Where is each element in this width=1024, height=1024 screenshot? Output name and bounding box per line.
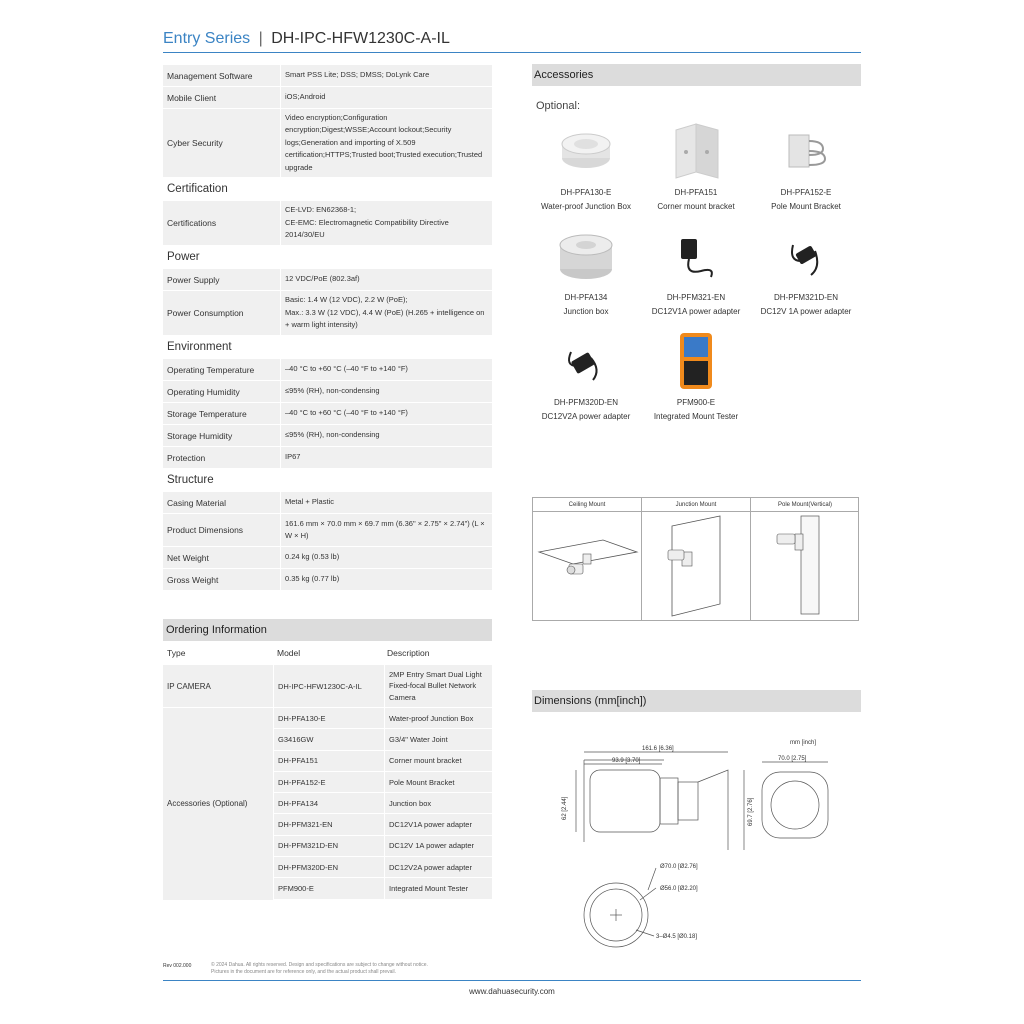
mount-diagrams (532, 497, 859, 621)
dim-holes: 3–Ø4.5 [Ø0.18] (656, 934, 698, 940)
spec-key: Casing Material (163, 492, 280, 513)
dim-width: 70.0 [2.75] (778, 756, 807, 762)
cell-type: IP CAMERA (163, 665, 273, 708)
accessory-model: DH-PFA134 (564, 293, 608, 302)
col-description: Description (387, 648, 430, 658)
cell-description: DC12V1A power adapter (385, 814, 492, 834)
spec-value: 0.24 kg (0.53 lb) (281, 547, 492, 568)
spec-value: IP67 (281, 447, 492, 468)
spec-row (163, 403, 492, 425)
accessory-name: DC12V2A power adapter (541, 412, 631, 421)
cell-model: DH-PFM321-EN (274, 814, 384, 834)
series-name: Entry Series (163, 30, 251, 47)
spec-key: Mobile Client (163, 87, 280, 108)
cell-model: G3416GW (274, 729, 384, 749)
pole-mount-diagram (751, 498, 859, 620)
cell-model: DH-PFA134 (274, 793, 384, 813)
accessory-name: DC12V 1A power adapter (760, 307, 852, 316)
table-row (274, 729, 492, 750)
accessory-card (751, 122, 861, 214)
cell-description: Pole Mount Bracket (385, 772, 492, 792)
table-row (274, 814, 492, 835)
table-row (274, 836, 492, 857)
table-row (274, 751, 492, 772)
spec-key: Operating Humidity (163, 381, 280, 402)
mount-caption: Pole Mount(Vertical) (751, 498, 859, 512)
dim-height2: 69.7 [2.76] (748, 797, 754, 826)
spec-row (163, 109, 492, 178)
power-adapter-icon (751, 227, 861, 285)
spec-value: Basic: 1.4 W (12 VDC), 2.2 W (PoE); Max.: 3.3 W (12 VDC), 4.4 W (PoE) (H.265 + intelligence on + warm light intensity) (281, 291, 492, 335)
mount-caption: Ceiling Mount (533, 498, 641, 512)
spec-row (163, 201, 492, 246)
cell-description: DC12V2A power adapter (385, 857, 492, 877)
cell-description: Integrated Mount Tester (385, 878, 492, 898)
footer-rule (163, 980, 861, 981)
accessory-list (274, 708, 492, 900)
spec-row (163, 269, 492, 291)
model-name: DH-IPC-HFW1230C-A-IL (271, 30, 450, 47)
ceiling-mount-diagram (533, 498, 642, 620)
spec-table (163, 65, 492, 591)
pole-bracket-icon (751, 122, 861, 180)
accessory-card (751, 227, 861, 319)
accessory-model: DH-PFM320D-EN (553, 398, 618, 407)
section-power: Power (167, 251, 200, 263)
spec-value: ≤95% (RH), non-condensing (281, 381, 492, 402)
dim-unit: mm [inch] (790, 740, 817, 746)
spec-value: CE-LVD: EN62368-1; CE-EMC: Electromagnetic Compatibility Directive 2014/30/EU (281, 201, 492, 245)
cell-model: DH-PFM320D-EN (274, 857, 384, 877)
dimensions-title: Dimensions (mm[inch]) (532, 690, 861, 712)
col-type: Type (167, 648, 186, 658)
accessory-model: DH-PFA151 (674, 188, 718, 197)
dim-d1: Ø70.0 [Ø2.76] (660, 864, 698, 870)
spec-key: Cyber Security (163, 109, 280, 177)
spec-key: Operating Temperature (163, 359, 280, 380)
cell-type: Accessories (Optional) (163, 708, 273, 900)
ordering-header-row (163, 641, 492, 665)
accessories-group (163, 708, 492, 900)
cell-model: DH-IPC-HFW1230C-A-IL (274, 665, 384, 708)
spec-row (163, 425, 492, 447)
table-row (274, 857, 492, 878)
spec-row (163, 359, 492, 381)
cell-model: PFM900-E (274, 878, 384, 898)
cell-model: DH-PFA151 (274, 751, 384, 771)
spec-value: iOS;Android (281, 87, 492, 108)
accessory-card (531, 332, 641, 424)
website-link[interactable]: www.dahuasecurity.com (469, 987, 555, 996)
page-title (163, 30, 450, 48)
spec-value: Video encryption;Configuration encryption;Digest;WSSE;Account lockout;Security logs;Generation and importing of X.509 certification;HTTPS;Trusted boot;Trusted execution;Trusted upgrade (281, 109, 492, 177)
accessory-card (641, 122, 751, 214)
spec-row (163, 291, 492, 336)
accessory-model: DH-PFM321-EN (666, 293, 726, 302)
accessory-name: Pole Mount Bracket (771, 202, 841, 211)
table-row (274, 793, 492, 814)
col-model: Model (277, 648, 301, 658)
spec-row (163, 569, 492, 591)
ordering-title: Ordering Information (163, 619, 492, 641)
dim-height: 62 [2.44] (562, 796, 568, 820)
spec-row (163, 547, 492, 569)
power-adapter-icon (641, 227, 751, 285)
title-rule (163, 52, 861, 53)
footer-note (211, 962, 511, 976)
accessory-model: PFM900-E (676, 398, 716, 407)
spec-row (163, 381, 492, 403)
section-structure: Structure (167, 474, 214, 486)
spec-value: ≤95% (RH), non-condensing (281, 425, 492, 446)
table-row (274, 772, 492, 793)
spec-key: Net Weight (163, 547, 280, 568)
section-environment: Environment (167, 341, 232, 353)
spec-key: Power Supply (163, 269, 280, 290)
table-row (163, 665, 492, 708)
cell-description: 2MP Entry Smart Dual Light Fixed-focal Bullet Network Camera (385, 665, 492, 708)
accessory-card (641, 332, 751, 424)
spec-key: Storage Humidity (163, 425, 280, 446)
footer-note-line: © 2024 Dahua. All rights reserved. Design and specifications are subject to change without notice. (211, 962, 428, 968)
spec-value: 0.35 kg (0.77 lb) (281, 569, 492, 590)
spec-key: Management Software (163, 65, 280, 86)
ordering-table (163, 619, 492, 900)
accessories-title: Accessories (532, 64, 861, 86)
spec-key: Gross Weight (163, 569, 280, 590)
spec-key: Protection (163, 447, 280, 468)
optional-label: Optional: (536, 100, 581, 112)
dim-d2: Ø56.0 [Ø2.20] (660, 886, 698, 892)
spec-row (163, 514, 492, 547)
spec-row (163, 65, 492, 87)
accessory-card (641, 227, 751, 319)
cell-description: Water-proof Junction Box (385, 708, 492, 728)
cell-model: DH-PFA130-E (274, 708, 384, 728)
accessory-card (531, 122, 641, 214)
accessory-model: DH-PFA130-E (560, 188, 612, 197)
accessory-name: Corner mount bracket (657, 202, 735, 211)
tester-icon (641, 332, 751, 390)
spec-row (163, 447, 492, 469)
accessory-card (531, 227, 641, 319)
accessory-name: DC12V1A power adapter (651, 307, 741, 316)
table-row (274, 708, 492, 729)
section-certification: Certification (167, 183, 228, 195)
accessory-name: Junction box (563, 307, 609, 316)
junction-box-icon (531, 122, 641, 180)
spec-key: Power Consumption (163, 291, 280, 335)
cell-description: Corner mount bracket (385, 751, 492, 771)
power-adapter-icon (531, 332, 641, 390)
cell-model: DH-PFM321D-EN (274, 836, 384, 856)
cell-description: DC12V 1A power adapter (385, 836, 492, 856)
accessory-model: DH-PFM321D-EN (773, 293, 838, 302)
accessory-name: Water-proof Junction Box (541, 202, 631, 211)
corner-bracket-icon (641, 122, 751, 180)
spec-value: 161.6 mm × 70.0 mm × 69.7 mm (6.36" × 2.75" × 2.74") (L × W × H) (281, 514, 492, 546)
accessory-name: Integrated Mount Tester (653, 412, 739, 421)
junction-box-icon (531, 227, 641, 285)
cell-description: G3/4" Water Joint (385, 729, 492, 749)
spec-value: –40 °C to +60 °C (–40 °F to +140 °F) (281, 403, 492, 424)
spec-key: Storage Temperature (163, 403, 280, 424)
revision: Rev 002.000 (163, 963, 192, 969)
cell-description: Junction box (385, 793, 492, 813)
dim-length: 161.6 [6.36] (642, 746, 674, 752)
spec-value: Smart PSS Lite; DSS; DMSS; DoLynk Care (281, 65, 492, 86)
title-separator: | (258, 30, 263, 47)
spec-value: –40 °C to +60 °C (–40 °F to +140 °F) (281, 359, 492, 380)
dimension-drawing (532, 730, 862, 960)
spec-key: Certifications (163, 201, 280, 245)
junction-mount-diagram (642, 498, 751, 620)
accessory-model: DH-PFA152-E (780, 188, 832, 197)
spec-key: Product Dimensions (163, 514, 280, 546)
table-row (274, 878, 492, 899)
footer-note-line: Pictures in the document are for reference only, and the actual product shall prevail. (211, 969, 397, 975)
cell-model: DH-PFA152-E (274, 772, 384, 792)
spec-value: Metal + Plastic (281, 492, 492, 513)
dim-body: 93.9 [3.70] (612, 758, 641, 764)
spec-value: 12 VDC/PoE (802.3af) (281, 269, 492, 290)
spec-row (163, 492, 492, 514)
spec-row (163, 87, 492, 109)
mount-caption: Junction Mount (642, 498, 750, 512)
